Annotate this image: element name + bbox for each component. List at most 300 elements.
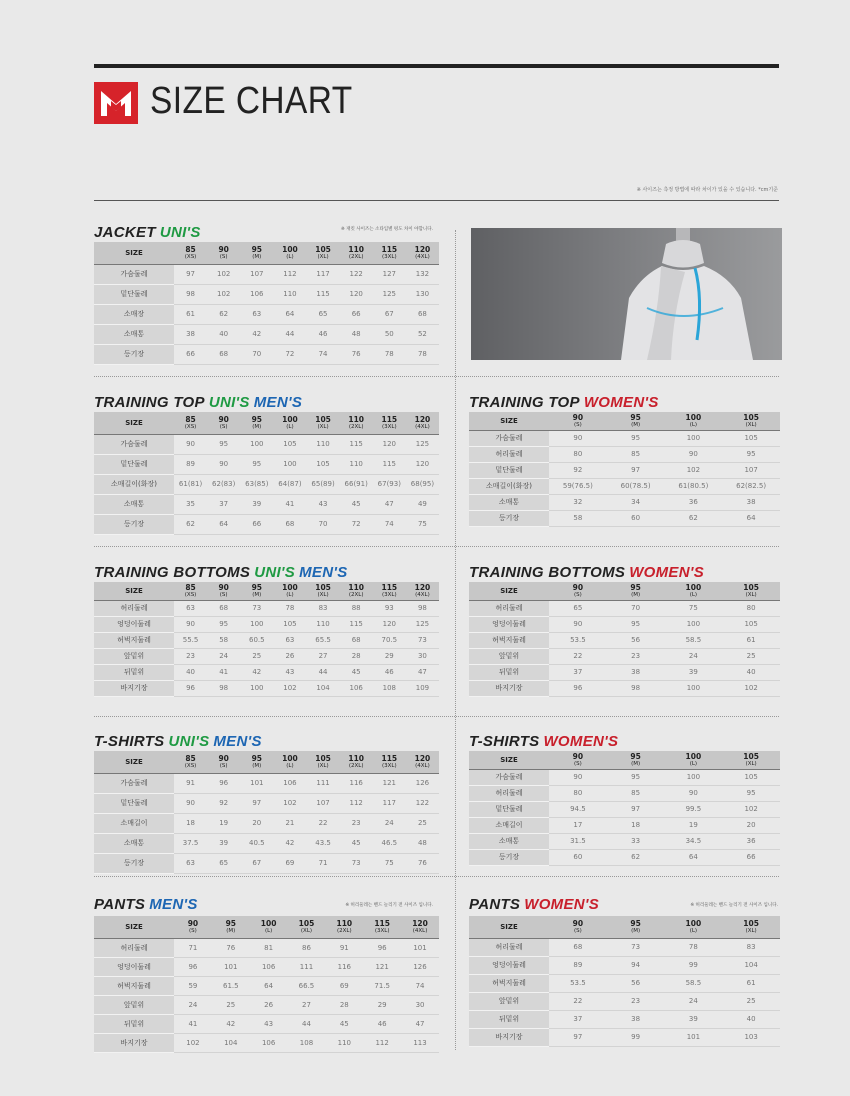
size-column-header xyxy=(406,582,439,600)
header-row xyxy=(469,751,780,769)
table-cell: 36 xyxy=(665,494,723,510)
size-column-header xyxy=(406,751,439,773)
size-code: (M) xyxy=(631,760,641,767)
table-cell: 85 xyxy=(607,785,665,801)
table-cell: 52 xyxy=(406,324,439,344)
size-column-header xyxy=(607,582,665,600)
table-cell: 83 xyxy=(307,600,340,616)
size-code: (XL) xyxy=(317,762,329,769)
table-cell: 100 xyxy=(240,680,273,696)
size-number: 110 xyxy=(348,244,365,254)
table-cell: 25 xyxy=(406,813,439,833)
table-row xyxy=(469,938,780,956)
table-cell: 74 xyxy=(307,344,340,364)
table-cell: 90 xyxy=(665,785,723,801)
table-cell: 90 xyxy=(549,430,607,446)
table-cell: 40 xyxy=(207,324,240,344)
table-cell: 62(82.5) xyxy=(722,478,780,494)
table-cell: 76 xyxy=(340,344,373,364)
size-column-header xyxy=(607,751,665,769)
size-number: 90 xyxy=(572,918,584,928)
size-column-header xyxy=(174,916,212,938)
table-cell: 22 xyxy=(307,813,340,833)
table-cell: 110 xyxy=(340,454,373,474)
size-number: 120 xyxy=(414,753,431,763)
section-tshirts-women xyxy=(469,733,780,873)
size-column-header xyxy=(207,242,240,264)
size-code: (XS) xyxy=(184,762,197,769)
size-number: 110 xyxy=(348,582,365,592)
brand-logo-icon xyxy=(94,82,138,124)
table-cell: 76 xyxy=(212,938,250,957)
row-label: 등기장 xyxy=(94,514,174,534)
table-cell: 102 xyxy=(273,680,306,696)
table-cell: 115 xyxy=(373,454,406,474)
table-cell: 63 xyxy=(240,304,273,324)
row-label: 바지기장 xyxy=(469,1028,549,1046)
table-cell: 110 xyxy=(273,284,306,304)
size-column-header xyxy=(722,582,780,600)
table-cell: 60 xyxy=(549,849,607,865)
section-jacket xyxy=(94,224,439,364)
table-row xyxy=(469,849,780,865)
size-header: SIZE xyxy=(469,916,549,938)
table-cell: 58.5 xyxy=(665,974,723,992)
table-row xyxy=(469,801,780,817)
table-cell: 65 xyxy=(549,600,607,616)
section-training-top-men xyxy=(94,394,439,534)
table-row xyxy=(469,494,780,510)
table-cell: 50 xyxy=(373,324,406,344)
table-cell: 19 xyxy=(207,813,240,833)
table-cell: 38 xyxy=(607,664,665,680)
size-code: (2XL) xyxy=(337,927,352,934)
table-cell: 115 xyxy=(340,616,373,632)
size-column-header xyxy=(340,412,373,434)
size-number: 95 xyxy=(630,751,641,761)
row-label: 바지기장 xyxy=(469,680,549,696)
table-cell: 94 xyxy=(607,956,665,974)
row-label: 엉덩이둘레 xyxy=(469,956,549,974)
table-cell: 66(91) xyxy=(340,474,373,494)
table-cell: 97 xyxy=(240,793,273,813)
table-cell: 68 xyxy=(207,600,240,616)
size-column-header xyxy=(607,916,665,938)
size-code: (4XL) xyxy=(415,423,430,430)
row-label: 소매통 xyxy=(469,494,549,510)
table-cell: 98 xyxy=(406,600,439,616)
table-cell: 120 xyxy=(373,616,406,632)
table-cell: 68 xyxy=(207,344,240,364)
table-cell: 24 xyxy=(373,813,406,833)
table-cell: 46 xyxy=(363,1014,401,1033)
size-number: 100 xyxy=(282,244,298,254)
row-label: 바지기장 xyxy=(94,1033,174,1052)
table-cell: 43 xyxy=(250,1014,288,1033)
table-cell: 33 xyxy=(607,833,665,849)
table-row xyxy=(94,1014,439,1033)
size-code: (2XL) xyxy=(348,253,364,260)
row-divider xyxy=(94,546,779,547)
table-cell: 105 xyxy=(722,616,780,632)
size-column-header xyxy=(665,751,723,769)
mannequin-photo xyxy=(471,228,782,360)
size-header: SIZE xyxy=(94,916,174,938)
table-cell: 71 xyxy=(307,853,340,873)
table-cell: 61.5 xyxy=(212,976,250,995)
table-cell: 19 xyxy=(665,817,723,833)
table-cell: 60.5 xyxy=(240,632,273,648)
section-title-mens: MEN'S xyxy=(299,564,348,581)
size-number: 100 xyxy=(685,582,702,592)
table-cell: 105 xyxy=(273,434,306,454)
section-title-main: TRAINING BOTTOMS xyxy=(94,564,251,581)
header-row xyxy=(469,582,780,600)
table-row xyxy=(94,773,439,793)
table-row xyxy=(469,992,780,1010)
size-column-header xyxy=(250,916,288,938)
table-row xyxy=(94,995,439,1014)
table-cell: 117 xyxy=(373,793,406,813)
size-column-header xyxy=(665,412,723,430)
table-cell: 22 xyxy=(549,992,607,1010)
table-cell: 89 xyxy=(549,956,607,974)
size-code: (XL) xyxy=(300,927,313,934)
table-cell: 95 xyxy=(607,769,665,785)
table-cell: 45 xyxy=(340,664,373,680)
table-cell: 35 xyxy=(174,494,207,514)
table-cell: 39 xyxy=(240,494,273,514)
table-cell: 68 xyxy=(340,632,373,648)
table-cell: 42 xyxy=(240,324,273,344)
size-code: (S) xyxy=(573,927,582,934)
table-cell: 36 xyxy=(722,833,780,849)
header-row xyxy=(94,916,439,938)
table-cell: 40 xyxy=(722,1010,780,1028)
row-label: 허리둘레 xyxy=(94,938,174,957)
table-cell: 45 xyxy=(340,494,373,514)
table-cell: 70 xyxy=(607,600,665,616)
size-column-header xyxy=(340,751,373,773)
size-code: (S) xyxy=(573,591,582,598)
size-code: (XS) xyxy=(184,253,197,260)
section-training-top-women xyxy=(469,394,780,534)
header-row xyxy=(469,916,780,938)
table-cell: 72 xyxy=(273,344,306,364)
size-number: 105 xyxy=(315,582,331,592)
section-note: ※ 허리둘레는 밴드 늘리기 전 사이즈 입니다. xyxy=(345,903,433,908)
size-code: (XL) xyxy=(317,253,329,260)
row-divider xyxy=(94,876,779,877)
size-code: (4XL) xyxy=(415,762,430,769)
size-number: 115 xyxy=(374,918,390,928)
table-cell: 96 xyxy=(174,957,212,976)
size-code: (2XL) xyxy=(348,762,364,769)
size-column-header xyxy=(207,751,240,773)
section-title-unis: UNI'S xyxy=(208,394,250,411)
row-label: 앞밑위 xyxy=(94,995,174,1014)
section-pants-men xyxy=(94,896,439,1046)
table-cell: 62(83) xyxy=(207,474,240,494)
table-cell: 62 xyxy=(607,849,665,865)
table-cell: 94.5 xyxy=(549,801,607,817)
table-cell: 100 xyxy=(240,616,273,632)
table-cell: 68 xyxy=(273,514,306,534)
table-cell: 88 xyxy=(340,600,373,616)
table-cell: 25 xyxy=(722,648,780,664)
row-label: 허벅지둘레 xyxy=(469,632,549,648)
table-cell: 96 xyxy=(207,773,240,793)
size-column-header xyxy=(240,412,273,434)
size-column-header xyxy=(307,242,340,264)
table-row xyxy=(94,957,439,976)
size-number: 100 xyxy=(685,918,702,928)
table-row xyxy=(94,976,439,995)
size-code: (S) xyxy=(219,762,228,769)
size-column-header xyxy=(373,751,406,773)
table-cell: 39 xyxy=(665,664,723,680)
size-code: (XL) xyxy=(317,591,329,598)
table-cell: 49 xyxy=(406,494,439,514)
row-label: 소매장 xyxy=(94,304,174,324)
table-row xyxy=(94,264,439,284)
size-column-header xyxy=(363,916,401,938)
table-cell: 38 xyxy=(174,324,207,344)
size-table xyxy=(94,412,439,535)
table-cell: 112 xyxy=(363,1033,401,1052)
table-cell: 97 xyxy=(607,462,665,478)
size-number: 100 xyxy=(282,582,298,592)
row-label: 밑단둘레 xyxy=(469,801,549,817)
table-cell: 120 xyxy=(340,284,373,304)
table-cell: 125 xyxy=(406,434,439,454)
table-cell: 89 xyxy=(174,454,207,474)
table-cell: 99 xyxy=(665,956,723,974)
table-cell: 71.5 xyxy=(363,976,401,995)
table-cell: 115 xyxy=(307,284,340,304)
table-cell: 78 xyxy=(373,344,406,364)
row-label: 엉덩이둘레 xyxy=(94,957,174,976)
table-cell: 53.5 xyxy=(549,974,607,992)
table-cell: 17 xyxy=(549,817,607,833)
size-column-header xyxy=(373,582,406,600)
table-row xyxy=(469,956,780,974)
row-label: 허리둘레 xyxy=(469,600,549,616)
size-number: 110 xyxy=(348,753,365,763)
table-cell: 91 xyxy=(325,938,363,957)
table-cell: 100 xyxy=(240,434,273,454)
size-code: (L) xyxy=(286,762,294,769)
table-cell: 61 xyxy=(722,974,780,992)
row-label: 등기장 xyxy=(94,853,174,873)
section-title xyxy=(469,564,704,581)
size-column-header xyxy=(273,751,306,773)
table-cell: 102 xyxy=(722,801,780,817)
table-cell: 116 xyxy=(325,957,363,976)
table-cell: 132 xyxy=(406,264,439,284)
row-label: 밑단둘레 xyxy=(469,462,549,478)
size-code: (M) xyxy=(226,927,236,934)
header-row xyxy=(94,412,439,434)
table-row xyxy=(94,494,439,514)
table-row xyxy=(94,616,439,632)
size-header: SIZE xyxy=(469,412,549,430)
table-row xyxy=(469,974,780,992)
column-divider xyxy=(455,230,456,1050)
table-row xyxy=(94,648,439,664)
table-cell: 95 xyxy=(722,785,780,801)
size-number: 105 xyxy=(743,412,759,422)
table-cell: 63 xyxy=(174,600,207,616)
table-cell: 58 xyxy=(549,510,607,526)
table-cell: 113 xyxy=(401,1033,439,1052)
size-code: (3XL) xyxy=(374,927,390,934)
table-row xyxy=(469,478,780,494)
table-cell: 24 xyxy=(174,995,212,1014)
section-title-main: JACKET xyxy=(94,224,156,241)
table-cell: 68 xyxy=(549,938,607,956)
table-cell: 66 xyxy=(340,304,373,324)
row-label: 소매통 xyxy=(94,833,174,853)
table-cell: 37 xyxy=(549,1010,607,1028)
table-cell: 90 xyxy=(549,616,607,632)
table-cell: 41 xyxy=(174,1014,212,1033)
table-cell: 102 xyxy=(207,284,240,304)
size-number: 105 xyxy=(743,918,759,928)
table-cell: 102 xyxy=(665,462,723,478)
size-column-header xyxy=(549,751,607,769)
table-cell: 55.5 xyxy=(174,632,207,648)
size-header: SIZE xyxy=(94,751,174,773)
table-cell: 59(76.5) xyxy=(549,478,607,494)
table-cell: 96 xyxy=(363,938,401,957)
size-number: 95 xyxy=(225,918,236,928)
table-cell: 45 xyxy=(340,833,373,853)
size-column-header xyxy=(665,582,723,600)
table-cell: 75 xyxy=(373,853,406,873)
table-cell: 48 xyxy=(340,324,373,344)
section-title-unis: UNI'S xyxy=(168,733,210,750)
size-number: 95 xyxy=(251,753,263,763)
table-cell: 97 xyxy=(607,801,665,817)
table-cell: 58.5 xyxy=(665,632,723,648)
table-cell: 61 xyxy=(722,632,780,648)
table-cell: 75 xyxy=(665,600,723,616)
table-cell: 26 xyxy=(250,995,288,1014)
table-cell: 81 xyxy=(250,938,288,957)
size-column-header xyxy=(549,916,607,938)
table-cell: 125 xyxy=(373,284,406,304)
size-table xyxy=(94,582,439,697)
table-cell: 37.5 xyxy=(174,833,207,853)
table-cell: 67 xyxy=(373,304,406,324)
row-label: 허리둘레 xyxy=(94,600,174,616)
table-cell: 47 xyxy=(406,664,439,680)
table-cell: 67 xyxy=(240,853,273,873)
table-cell: 99 xyxy=(607,1028,665,1046)
table-cell: 37 xyxy=(549,664,607,680)
size-column-header xyxy=(549,412,607,430)
table-cell: 100 xyxy=(273,454,306,474)
row-label: 뒤밑위 xyxy=(94,1014,174,1033)
size-column-header xyxy=(406,242,439,264)
section-title-unis: UNI'S xyxy=(254,564,296,581)
table-cell: 30 xyxy=(406,648,439,664)
size-column-header xyxy=(240,242,273,264)
table-cell: 100 xyxy=(665,616,723,632)
size-code: (XL) xyxy=(745,760,757,767)
size-table xyxy=(94,916,439,1053)
table-cell: 66.5 xyxy=(288,976,326,995)
table-cell: 101 xyxy=(665,1028,723,1046)
size-code: (S) xyxy=(219,253,228,260)
size-code: (3XL) xyxy=(382,423,397,430)
table-row xyxy=(469,600,780,616)
size-code: (XS) xyxy=(184,423,197,430)
table-cell: 95 xyxy=(607,616,665,632)
row-label: 등기장 xyxy=(469,510,549,526)
row-label: 허벅지둘레 xyxy=(94,632,174,648)
size-number: 90 xyxy=(572,751,584,761)
size-column-header xyxy=(722,751,780,769)
table-cell: 46 xyxy=(373,664,406,680)
table-cell: 108 xyxy=(288,1033,326,1052)
size-column-header xyxy=(722,412,780,430)
table-cell: 101 xyxy=(212,957,250,976)
table-cell: 95 xyxy=(240,454,273,474)
table-cell: 101 xyxy=(401,938,439,957)
table-cell: 80 xyxy=(549,785,607,801)
table-cell: 71 xyxy=(174,938,212,957)
size-code: (L) xyxy=(689,760,698,767)
table-cell: 43 xyxy=(273,664,306,680)
size-column-header xyxy=(340,242,373,264)
table-row xyxy=(469,817,780,833)
table-cell: 126 xyxy=(406,773,439,793)
table-cell: 107 xyxy=(307,793,340,813)
table-cell: 112 xyxy=(273,264,306,284)
size-column-header xyxy=(273,582,306,600)
section-title xyxy=(94,394,302,411)
table-cell: 72 xyxy=(340,514,373,534)
size-column-header xyxy=(212,916,250,938)
size-number: 120 xyxy=(414,582,431,592)
size-number: 120 xyxy=(414,244,431,254)
table-cell: 101 xyxy=(240,773,273,793)
size-table xyxy=(94,751,439,874)
size-column-header xyxy=(240,582,273,600)
table-cell: 90 xyxy=(174,616,207,632)
table-row xyxy=(94,454,439,474)
section-note: ※ 허리둘레는 밴드 늘리기 전 사이즈 입니다. xyxy=(690,903,778,908)
table-row xyxy=(94,813,439,833)
table-row xyxy=(94,833,439,853)
table-row xyxy=(94,1033,439,1052)
size-column-header xyxy=(549,582,607,600)
table-cell: 90 xyxy=(174,793,207,813)
size-column-header xyxy=(207,582,240,600)
table-cell: 102 xyxy=(207,264,240,284)
section-title-main: TRAINING TOP xyxy=(469,394,580,411)
table-cell: 92 xyxy=(207,793,240,813)
size-code: (3XL) xyxy=(382,591,397,598)
table-cell: 23 xyxy=(174,648,207,664)
row-label: 등기장 xyxy=(94,344,174,364)
table-cell: 53.5 xyxy=(549,632,607,648)
row-label: 앞밑위 xyxy=(94,648,174,664)
table-cell: 75 xyxy=(406,514,439,534)
table-cell: 70 xyxy=(307,514,340,534)
